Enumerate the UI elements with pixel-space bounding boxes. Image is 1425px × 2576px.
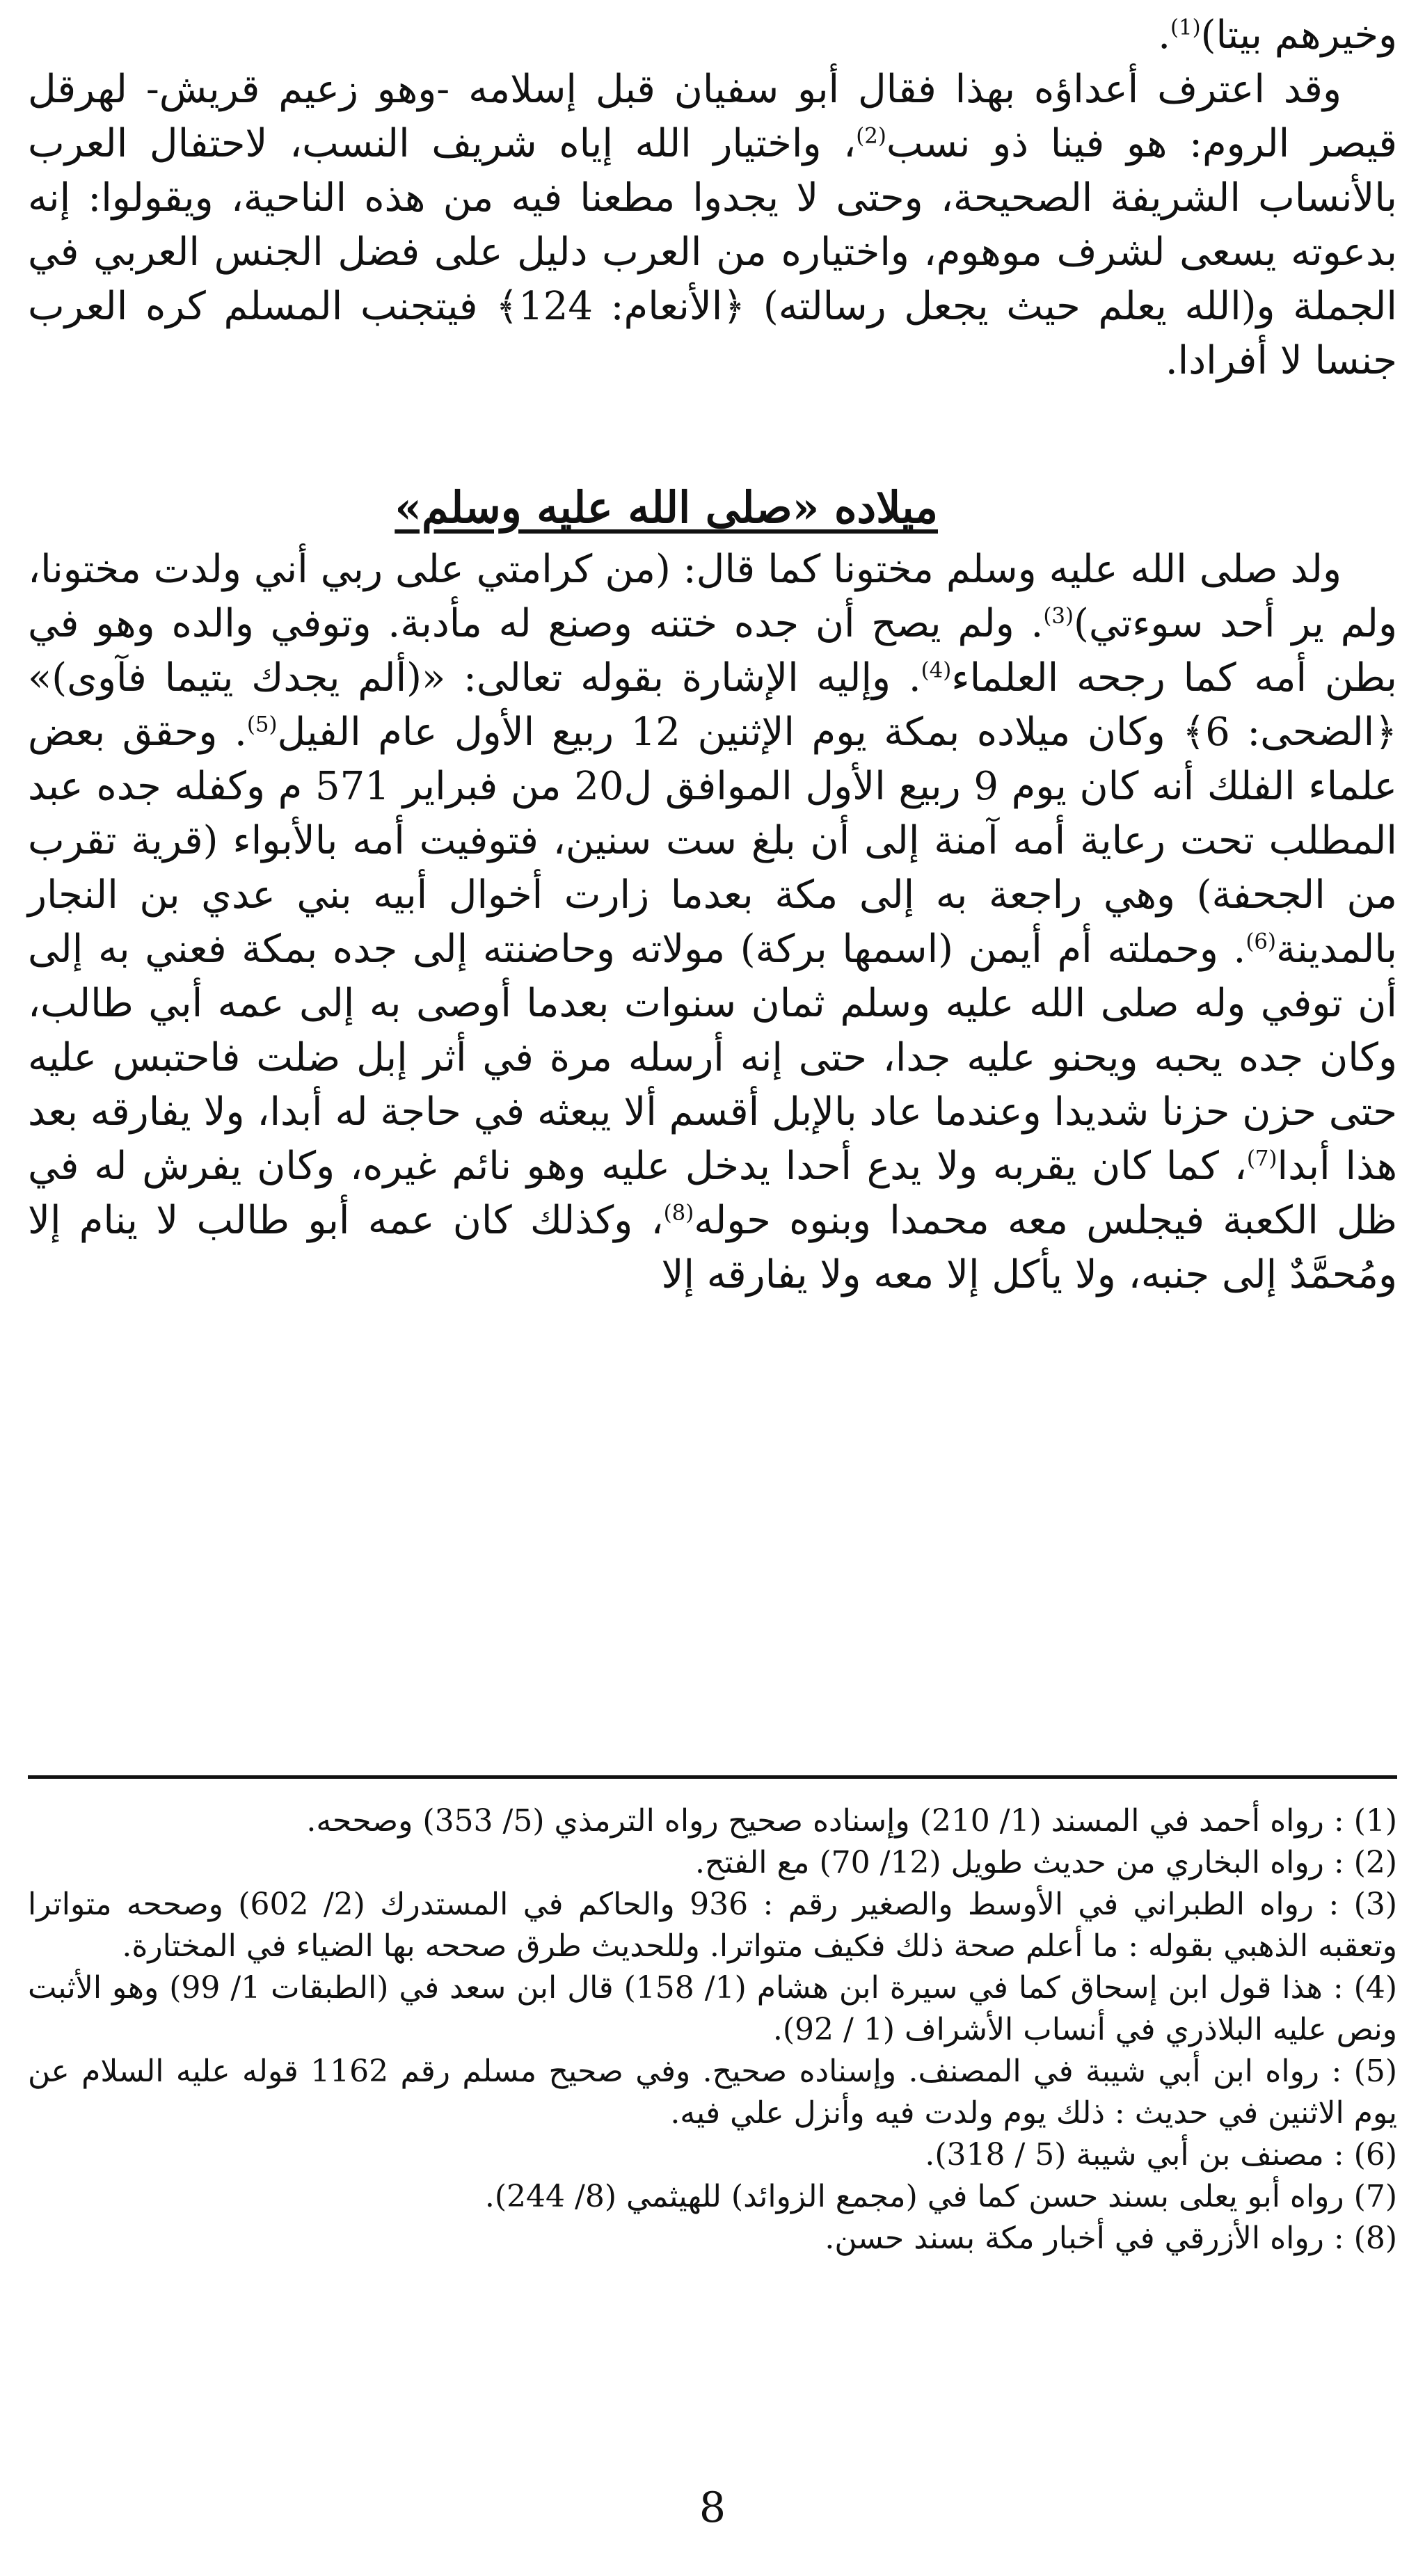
segment-text: ، كما كان يقربه ولا يدع أحدا يدخل عليه وهو نائم غيره، وكان يفرش له في ظل الكعبة فيجلس معه محمدا وبنوه حوله [28, 1144, 1398, 1243]
footnote-ref[interactable]: (3) [1043, 603, 1074, 629]
segment-text: . وحقق بعض علماء الفلك أنه كان يوم 9 ربيع الأول الموافق ل20 من فبراير 571 م وكفله جده عبد المطلب تحت رعاية أمه آمنة إلى أن بلغ ست سنين، فتوفيت أمه بالأبواء (قرية تقرب من الجحفة) وهي راجعة به إلى مكة بعدما زارت أخوال أبيه بني عدي بن النجار بالمدينة [28, 710, 1397, 972]
footnote-3: (3) : رواه الطبراني في الأوسط والصغير رقم : 936 والحاكم في المستدرك (2/ 602) وصححه متواترا وتعقبه الذهبي بقوله : ما أعلم صحة ذلك فكيف متواترا. وللحديث طرق صححه بها الضياء في المختارة. [28, 1887, 1397, 1964]
footnote-separator [28, 1775, 1397, 1779]
main-text [28, 8, 1397, 1302]
footnote-ref[interactable]: (5) [246, 712, 278, 737]
footnote-ref[interactable]: (6) [1245, 929, 1276, 954]
footnote-7: (7) رواه أبو يعلى بسند حسن كما في (مجمع الزوائد) للهيثمي (8/ 244). [484, 2179, 1397, 2214]
paragraph-intro-2 [28, 63, 1397, 388]
section-heading: ميلاده «صلى الله عليه وسلم» [395, 482, 938, 533]
footnote-ref[interactable]: (7) [1246, 1146, 1277, 1171]
footnotes [28, 1800, 1397, 2259]
footnote-4: (4) : هذا قول ابن إسحاق كما في سيرة ابن هشام (1/ 158) قال ابن سعد في (الطبقات 1/ 99) وهو الأثبت ونص عليه البلاذري في أنساب الأشراف (1 / 92). [28, 1970, 1398, 2047]
paragraph-text: وقد اعترف أعداؤه بهذا فقال أبو سفيان قبل إسلامه -وهو زعيم قريش- لهرقل قيصر الروم: هو فينا ذو نسب [28, 67, 1397, 166]
segment-text: ولد صلى الله عليه وسلم مختونا كما قال: (من كرامتي على ربي أني ولدت مختونا، ولم ير أحد سوءتي) [28, 547, 1397, 646]
section-paragraph [28, 543, 1397, 1302]
paragraph-text: وخيرهم بيتا) [1200, 13, 1397, 58]
footnote-5: (5) : رواه ابن أبي شيبة في المصنف. وإسناده صحيح. وفي صحيح مسلم رقم 1162 قوله عليه السلام عن يوم الاثنين في حديث : ذلك يوم ولدت فيه وأنزل علي فيه. [28, 2054, 1397, 2131]
footnote-1: (1) : رواه أحمد في المسند (1/ 210) وإسناده صحيح رواه الترمذي (5/ 353) وصححه. [306, 1803, 1397, 1839]
paragraph-tail: ، واختيار الله إياه شريف النسب، لاحتفال العرب بالأنساب الشريفة الصحيحة، وحتى لا يجدوا مطعنا فيه من هذه الناحية، ويقولوا: إنه بدعوته يسعى لشرف موهوم، واختياره من العرب دليل على فضل الجنس العربي في الجملة و(الله يعلم حيث يجعل رسالته) ﴿الأنعام: 124﴾ فيتجنب المسلم كره العرب جنسا لا أفرادا. [28, 121, 1398, 383]
footnote-ref[interactable]: (2) [856, 123, 886, 149]
segment-text: . وحملته أم أيمن (اسمها بركة) مولاته وحاضنته إلى جده بمكة فعني به إلى أن توفي وله صلى الله عليه وسلم ثمان سنوات بعدما أوصى به إلى عمه أبي طالب، وكان جده يحبه ويحنو عليه جدا، حتى إنه أرسله مرة في أثر إبل ضلت فاحتبس عليه حتى حزن حزنا شديدا وعندما عاد بالإبل أقسم ألا يبعثه في حاجة له أبدا، ولا يفارقه بعد هذا أبدا [28, 927, 1397, 1189]
segment-text: ، وكذلك كان عمه أبو طالب لا ينام إلا ومُحمَّدٌ إلى جنبه، ولا يأكل إلا معه ولا يفارقه إلا [28, 1198, 1397, 1297]
footnote-2: (2) : رواه البخاري من حديث طويل (12/ 70) مع الفتح. [694, 1845, 1397, 1880]
segment-text: . ولم يصح أن جده ختنه وصنع له مأدبة. وتوفي والده وهو في بطن أمه كما رجحه العلماء [28, 601, 1397, 701]
segment-text: . وإليه الإشارة بقوله تعالى: «(ألم يجدك يتيما فآوى)» ﴿الضحى: 6﴾ وكان ميلاده بمكة يوم الإثنين 12 ربيع الأول عام الفيل [28, 655, 1398, 755]
page-number: 8 [699, 2483, 726, 2532]
footnote-6: (6) : مصنف بن أبي شيبة (5 / 318). [925, 2137, 1397, 2173]
paragraph-tail: . [1158, 13, 1170, 58]
footnote-ref[interactable]: (4) [921, 657, 952, 683]
footnote-ref[interactable]: (8) [663, 1200, 694, 1226]
footnote-8: (8) : رواه الأزرقي في أخبار مكة بسند حسن. [825, 2221, 1397, 2256]
document-page [28, 0, 1397, 2576]
paragraph-intro-1 [28, 8, 1397, 63]
footnote-ref[interactable]: (1) [1170, 15, 1201, 40]
